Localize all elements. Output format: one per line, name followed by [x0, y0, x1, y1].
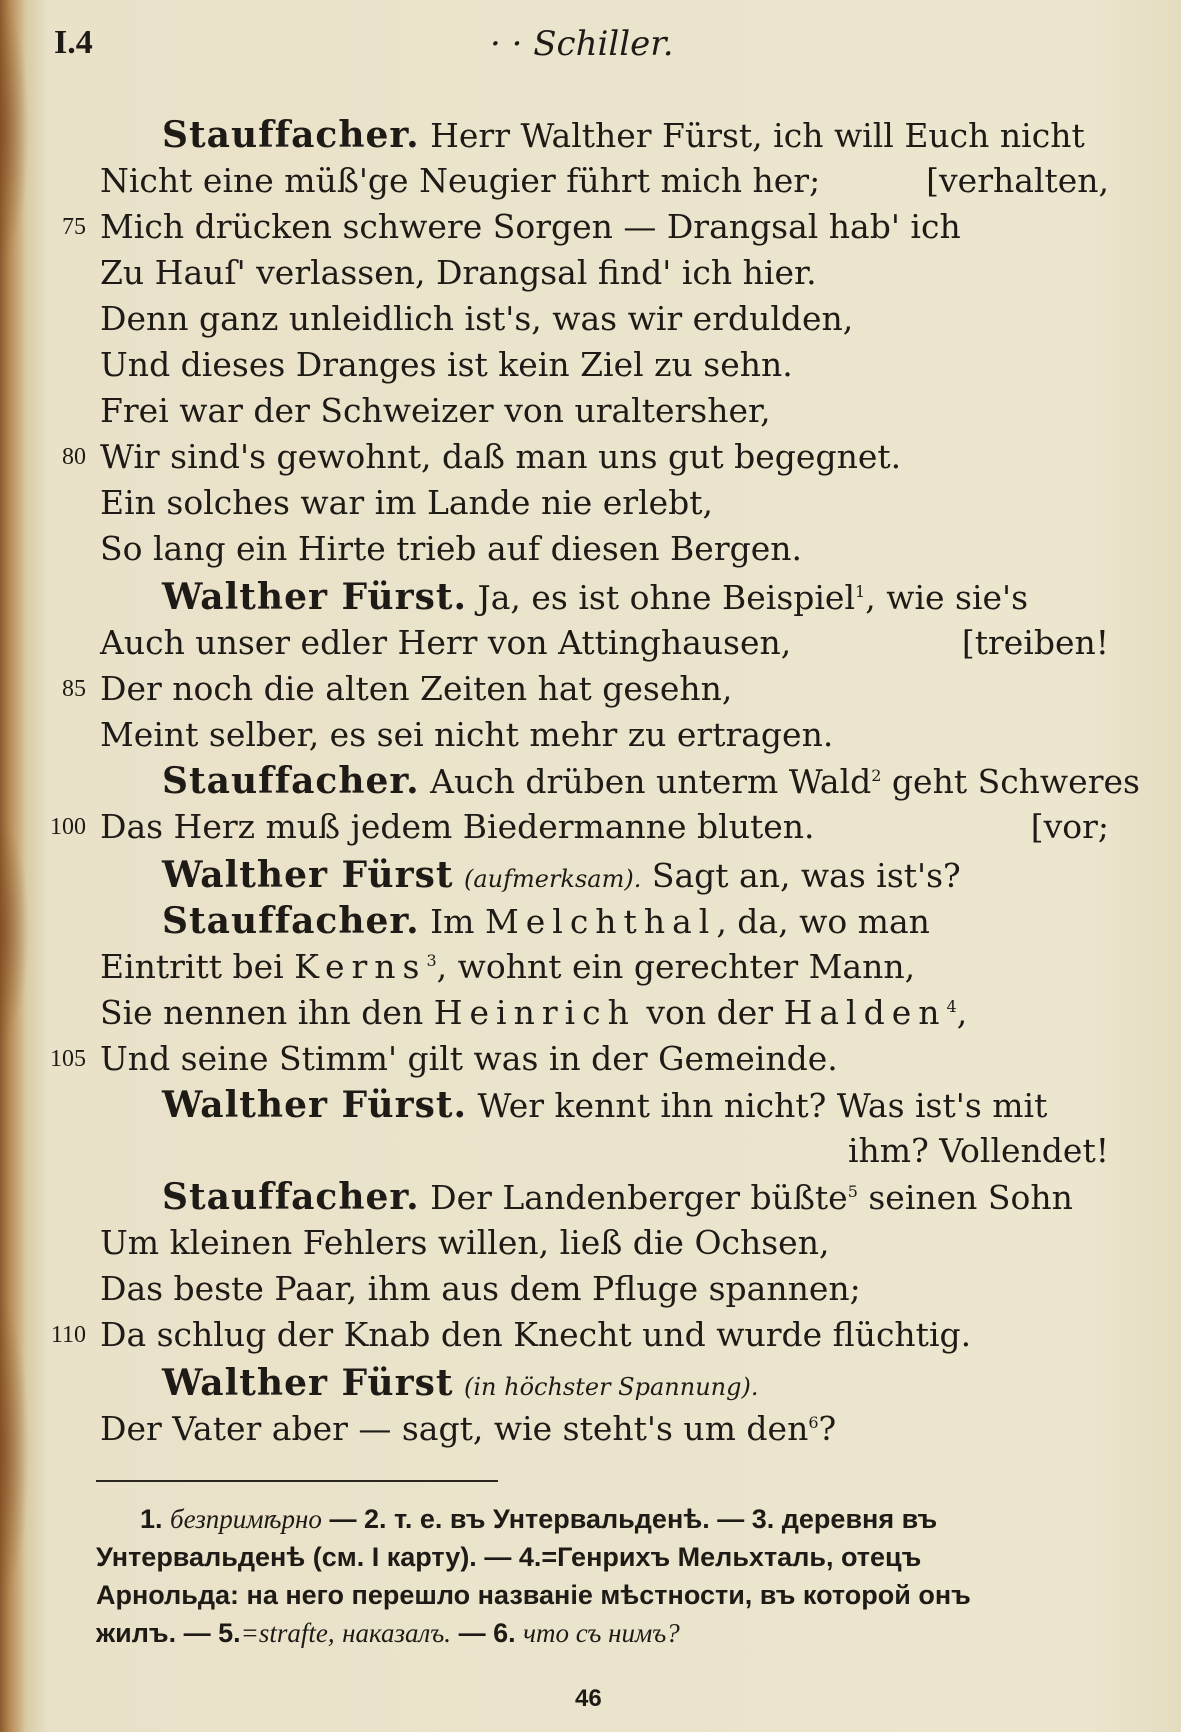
- verse-line: Meint selber, es sei nicht mehr zu ertragen.: [100, 715, 834, 754]
- verse-line: [162, 1174, 1073, 1220]
- line-text: Wer kennt ihn nicht? Was ist's mit: [477, 1086, 1048, 1125]
- person-name: Heinrich: [433, 993, 636, 1032]
- footnote-text: безпримѣрно: [170, 1504, 322, 1534]
- verse-line: Ein solches war im Lande nie erlebt,: [100, 483, 714, 522]
- page-stain: [0, 820, 30, 1040]
- line-text: Sagt an, was ist's?: [651, 856, 961, 895]
- footnote-ref: 5: [847, 1182, 858, 1201]
- speaker-stauffacher: Stauffacher.: [162, 900, 420, 942]
- verse-line: Auch unser edler Herr von Attinghausen,: [100, 623, 792, 662]
- verse-line: [162, 1082, 1047, 1128]
- line-text: von der: [646, 993, 774, 1032]
- line-text: Der Landenberger büßte: [430, 1178, 848, 1217]
- verse-line: [162, 574, 1028, 620]
- footnote-line: [96, 1538, 1126, 1576]
- verse-line: Nicht eine müß'ge Neugier führt mich her;: [100, 161, 821, 200]
- footnote-ref: 1: [855, 582, 866, 601]
- speaker-stauffacher: Stauffacher.: [162, 1176, 420, 1218]
- footnote-line: [96, 1614, 1126, 1652]
- line-text: Ja, es ist ohne Beispiel: [477, 578, 856, 617]
- verse-overflow: ihm? Vollendet!: [847, 1131, 1109, 1170]
- place-name: Melchthal: [484, 902, 717, 941]
- line-number: 105: [50, 1046, 86, 1072]
- verse-line: Da schlug der Knab den Knecht und wurde flüchtig.: [100, 1315, 972, 1354]
- verse-line: Mich drücken schwere Sorgen — Drangsal hab' ich: [100, 207, 961, 246]
- speaker-walther: Walther Fürst.: [162, 576, 468, 618]
- verse-line: So lang ein Hirte trieb auf diesen Bergen.: [100, 529, 803, 568]
- line-number: 110: [50, 1322, 86, 1348]
- page-stain: [0, 0, 30, 260]
- verse-overflow: [verhalten,: [926, 161, 1109, 200]
- footnote-text: =strafte,: [240, 1618, 335, 1648]
- verse-line: [162, 898, 930, 944]
- line-text: , da, wo man: [716, 902, 930, 941]
- verse-line: Wir sind's gewohnt, daß man uns gut begegnet.: [100, 437, 902, 476]
- stage-direction: (aufmerksam).: [463, 865, 642, 893]
- verse-line: Frei war der Schweizer von uraltersher,: [100, 391, 771, 430]
- footnote-number: — 6.: [458, 1618, 516, 1648]
- stage-direction: (in höchster Spannung).: [463, 1373, 759, 1401]
- line-text: Sie nennen ihn den: [100, 993, 424, 1032]
- verse-line: Und seine Stimm' gilt was in der Gemeinde.: [100, 1039, 838, 1078]
- page-stain: [0, 1300, 30, 1600]
- footnote-text: жилъ.: [96, 1618, 177, 1648]
- footnote-ref: 3: [426, 951, 437, 970]
- verse-line: Das Herz muß jedem Biedermanne bluten.: [100, 807, 815, 846]
- footnote-ref: 6: [808, 1413, 819, 1432]
- verse-line: [100, 944, 915, 990]
- line-text: geht Schweres: [881, 762, 1140, 801]
- line-number: 75: [62, 214, 86, 240]
- footnote-text: =Генрихъ Мельхталь, отецъ: [541, 1542, 922, 1572]
- verse-line: [100, 990, 967, 1036]
- person-name: Halden: [783, 993, 947, 1032]
- footnote-text: деревня въ: [781, 1504, 938, 1534]
- verse-overflow: [treiben!: [961, 623, 1109, 662]
- footnote-ref: 4: [946, 997, 957, 1016]
- place-name: Kerns: [294, 947, 427, 986]
- verse-line: Der noch die alten Zeiten hat gesehn,: [100, 669, 733, 708]
- verse-line: Und dieses Dranges ist kein Ziel zu sehn.: [100, 345, 793, 384]
- verse-line: Denn ganz unleidlich ist's, was wir erdulden,: [100, 299, 854, 338]
- page-number: 46: [575, 1685, 602, 1712]
- footnote-text: что съ нимъ?: [523, 1618, 680, 1648]
- footnote-number: — 2.: [329, 1504, 387, 1534]
- verse-line: Zu Hauſ' verlassen, Drangsal find' ich hier.: [100, 253, 817, 292]
- speaker-stauffacher: Stauffacher.: [162, 760, 420, 802]
- footnote-line: Арнольда: на него перешло названіе мѣстности, въ которой онъ: [96, 1580, 971, 1610]
- footnote-rule: [96, 1480, 498, 1482]
- verse-overflow: [vor;: [1030, 807, 1109, 846]
- footnote-number: — 4.: [484, 1542, 542, 1572]
- verse-line: [162, 758, 1140, 804]
- line-text: Eintritt bei: [100, 947, 284, 986]
- line-text: ?: [818, 1409, 837, 1448]
- line-text: , wie sie's: [865, 578, 1029, 617]
- line-text: Herr Walther Fürst, ich will Euch nicht: [430, 116, 1085, 155]
- volume-marker: I.4: [54, 24, 93, 61]
- line-number: 80: [62, 444, 86, 470]
- footnote-number: — 5.: [183, 1618, 241, 1648]
- footnote-line: [140, 1500, 1130, 1538]
- line-text: , wohnt ein gerechter Mann,: [436, 947, 916, 986]
- speaker-stauffacher: Stauffacher.: [162, 114, 420, 156]
- footnote-text: т. е. въ Унтервальденѣ.: [393, 1504, 710, 1534]
- line-text: Im: [430, 902, 475, 941]
- line-text: ,: [956, 993, 968, 1032]
- verse-line: [162, 112, 1085, 158]
- footnote-number: 1.: [140, 1504, 163, 1534]
- verse-line: Das beste Paar, ihm aus dem Pfluge spannen;: [100, 1269, 861, 1308]
- line-text: Auch drüben unterm Wald: [430, 762, 872, 801]
- verse-line: [162, 852, 961, 898]
- line-number: 100: [50, 814, 86, 840]
- speaker-walther: Walther Fürst.: [162, 1084, 468, 1126]
- speaker-walther: Walther Fürst: [162, 854, 454, 896]
- line-text: Der Vater aber — sagt, wie steht's um den: [100, 1409, 809, 1448]
- speaker-walther: Walther Fürst: [162, 1362, 454, 1404]
- verse-line: [100, 1406, 836, 1452]
- footnote-ref: 2: [871, 766, 882, 785]
- verse-line: [162, 1360, 758, 1406]
- running-header: · · Schiller.: [490, 24, 674, 64]
- line-text: seinen Sohn: [857, 1178, 1073, 1217]
- footnote-text: Унтервальденѣ (см. I карту).: [96, 1542, 477, 1572]
- verse-line: Um kleinen Fehlers willen, ließ die Ochsen,: [100, 1223, 830, 1262]
- footnote-text: наказалъ.: [342, 1618, 452, 1648]
- line-number: 85: [62, 676, 86, 702]
- footnote-number: — 3.: [717, 1504, 775, 1534]
